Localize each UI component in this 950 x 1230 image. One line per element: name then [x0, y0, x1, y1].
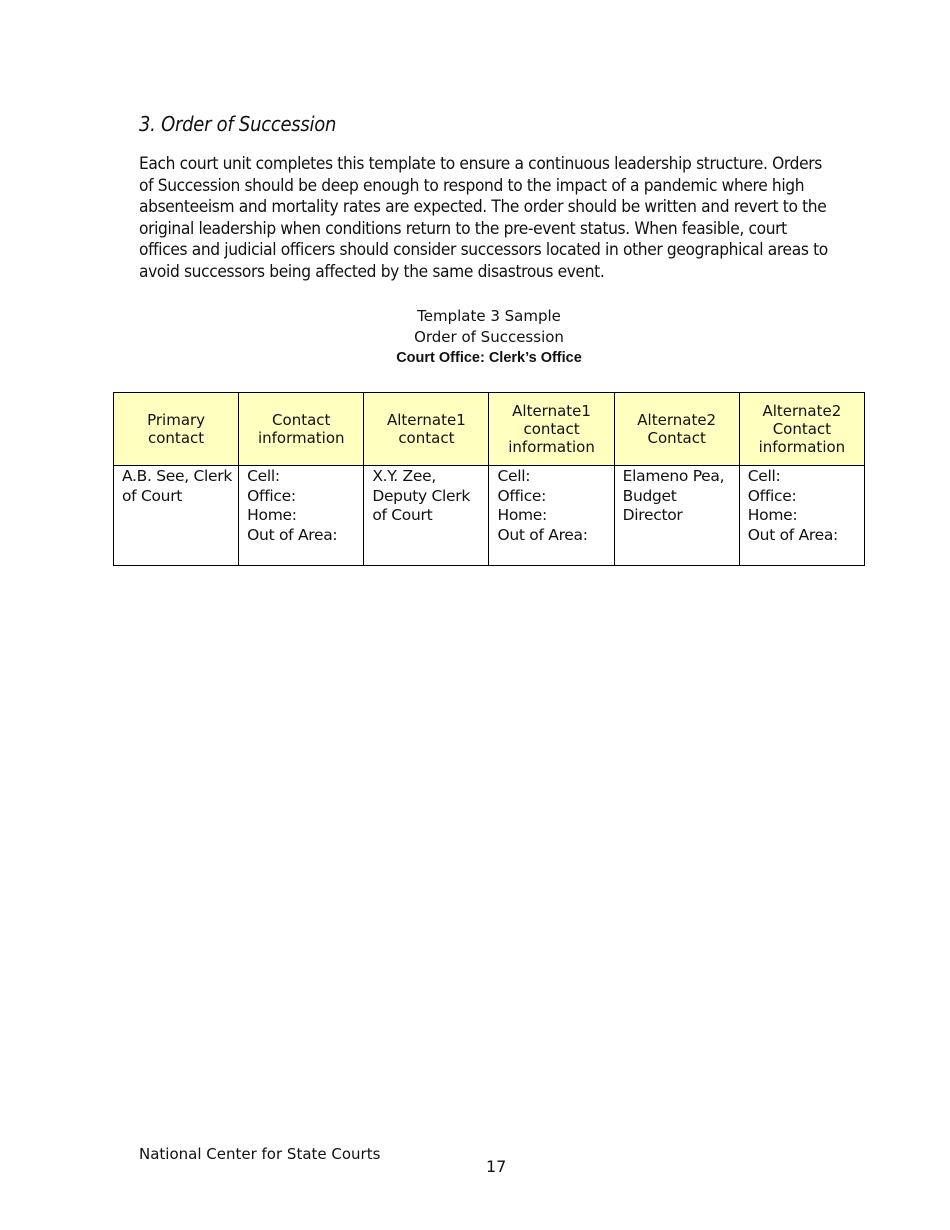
- header-line: contact: [398, 429, 455, 447]
- header-line: Contact: [647, 429, 706, 447]
- header-alternate1-contact-information: [489, 393, 614, 466]
- header-alternate1-contact: [364, 393, 489, 466]
- template-caption: Template 3 Sample: [417, 307, 561, 325]
- footer-organization: National Center for State Courts: [139, 1145, 381, 1163]
- cell-alternate2-contact-information: [739, 466, 864, 566]
- cell-line: A.B. See, Clerk: [122, 467, 233, 485]
- paragraph-line: offices and judicial officers should consider successors located in other geographical areas to: [139, 240, 828, 260]
- header-line: Primary: [147, 411, 206, 429]
- cell-line: of Court: [372, 506, 433, 524]
- paragraph-line: avoid successors being affected by the same disastrous event.: [139, 261, 605, 282]
- cell-line: Out of Area:: [497, 525, 588, 544]
- template-subcaption: Order of Succession: [414, 328, 564, 346]
- cell-line: of Court: [122, 486, 183, 505]
- cell-line: Out of Area:: [247, 525, 338, 544]
- header-line: Alternate1: [386, 411, 466, 429]
- cell-line: Cell:: [247, 467, 280, 485]
- cell-line: Elameno Pea,: [622, 467, 725, 485]
- header-line: information: [257, 429, 345, 447]
- header-line: information: [508, 438, 595, 456]
- cell-line: Director: [622, 506, 683, 524]
- intro-paragraph: [139, 154, 840, 283]
- cell-alternate2-contact: [614, 466, 739, 566]
- cell-line: Office:: [497, 486, 547, 505]
- paragraph-line: absenteeism and mortality rates are expected. The order should be written and revert to the: [139, 197, 827, 217]
- cell-line: Deputy Clerk: [372, 486, 471, 505]
- cell-alternate1-contact-information: [489, 466, 614, 566]
- header-primary-contact: [114, 393, 239, 466]
- cell-alternate1-contact: [364, 466, 489, 566]
- cell-line: X.Y. Zee,: [372, 467, 436, 485]
- succession-table: [113, 392, 865, 566]
- table-row: [114, 466, 865, 566]
- cell-line: Cell:: [497, 467, 531, 485]
- header-line: Contact: [272, 411, 331, 429]
- cell-line: Cell:: [747, 467, 781, 485]
- cell-primary-contact: [114, 466, 239, 566]
- cell-line: Home:: [747, 506, 798, 524]
- cell-line: Home:: [247, 506, 297, 524]
- cell-contact-information: [239, 466, 364, 566]
- paragraph-line: Each court unit completes this template to ensure a continuous leadership structure. Orders: [139, 154, 822, 174]
- header-line: Alternate1: [512, 402, 591, 420]
- header-line: contact: [523, 420, 580, 438]
- court-office-label: Court Office: Clerk’s Office: [396, 350, 582, 366]
- cell-line: Office:: [747, 486, 797, 505]
- header-line: Alternate2: [762, 402, 842, 420]
- header-alternate2-contact-information: [739, 393, 864, 466]
- page-number: 17: [486, 1157, 507, 1176]
- table-header-row: [114, 393, 865, 466]
- header-contact-information: [239, 393, 364, 466]
- cell-line: Budget: [622, 486, 677, 505]
- section-heading: 3. Order of Succession: [139, 112, 337, 136]
- header-line: contact: [148, 429, 205, 447]
- cell-line: Home:: [497, 506, 547, 524]
- cell-line: Office:: [247, 486, 296, 505]
- cell-line: Out of Area:: [747, 525, 838, 544]
- header-line: information: [758, 438, 846, 456]
- header-line: Contact: [772, 420, 832, 438]
- header-line: Alternate2: [637, 411, 717, 429]
- paragraph-line: of Succession should be deep enough to respond to the impact of a pandemic where high: [139, 175, 805, 196]
- paragraph-line: original leadership when conditions return to the pre-event status. When feasible, court: [139, 218, 787, 239]
- header-alternate2-contact: [614, 393, 739, 466]
